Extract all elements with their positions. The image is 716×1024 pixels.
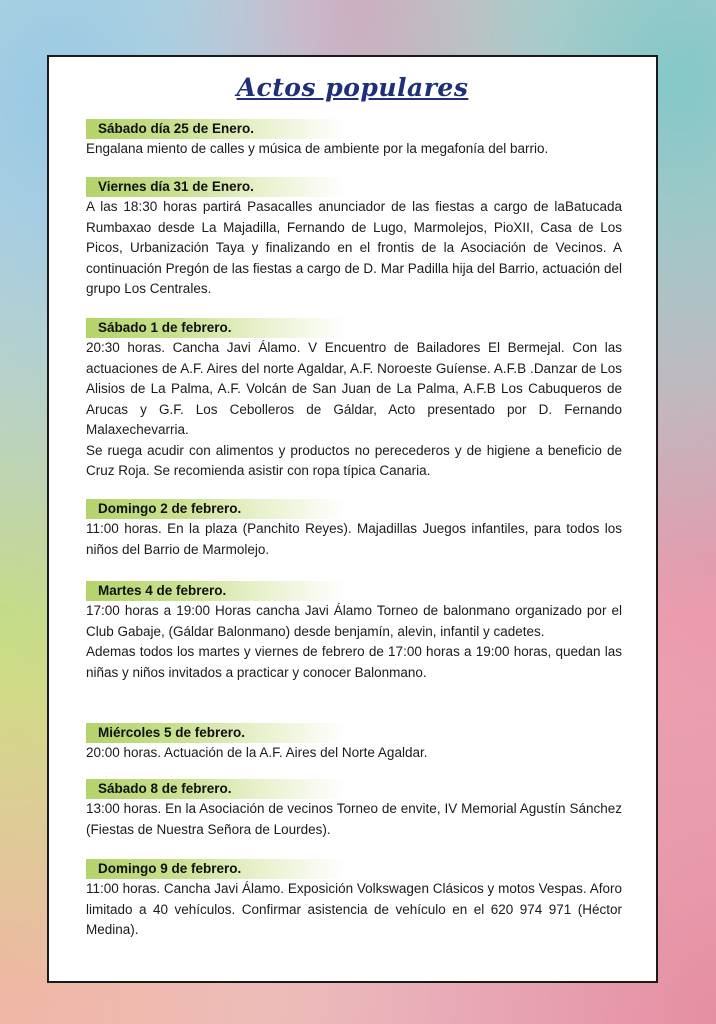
event-heading: Domingo 9 de febrero. [86,859,346,879]
event-heading: Sábado día 25 de Enero. [86,119,346,139]
event-paragraph: Engalana miento de calles y música de ambiente por la megafonía del barrio. [86,141,549,156]
event-paragraph: 11:00 horas. En la plaza (Panchito Reyes). Majadillas Juegos infantiles, para todos los niños del Barrio de Marmolejo. [86,521,622,557]
event-heading: Martes 4 de febrero. [86,581,346,601]
event-paragraph: 13:00 horas. En la Asociación de vecinos Torneo de envite, IV Memorial Agustín Sánchez (Fiestas de Nuestra Señora de Lourdes). [86,801,622,837]
event-body [86,601,622,683]
event-section-sabado-25 [86,119,622,160]
event-section-viernes-31 [86,177,622,300]
event-body [86,879,622,941]
event-body [86,139,622,160]
event-heading: Sábado 8 de febrero. [86,779,346,799]
event-heading: Viernes día 31 de Enero. [86,177,346,197]
event-paragraph: 20:30 horas. Cancha Javi Álamo. V Encuentro de Bailadores El Bermejal. Con las actuaciones de A.F. Aires del norte Agaldar, A.F. Noroeste Guíense. A.F.B .Danzar de Los Alisios de La Palma, A.F. Volcán de San Juan de La Palma, A.F.B Los Cabuqueros de Arucas y G.F. Los Cebolleros de Gáldar, Acto presentado por D. Fernando Malaxechevarria. [86,340,622,437]
event-body [86,519,622,560]
event-paragraph: 17:00 horas a 19:00 Horas cancha Javi Álamo Torneo de balonmano organizado por el Club Gabaje, (Gáldar Balonmano) desde benjamín, alevin, infantil y cadetes. [86,603,622,639]
event-paragraph: 20:00 horas. Actuación de la A.F. Aires del Norte Agaldar. [86,745,428,760]
event-heading: Miércoles 5 de febrero. [86,723,346,743]
event-section-sabado-1 [86,318,622,482]
page-title: Actos populares [236,73,469,102]
event-heading: Domingo 2 de febrero. [86,499,346,519]
event-paragraph: Ademas todos los martes y viernes de febrero de 17:00 horas a 19:00 horas, quedan las niñas y niños invitados a practicar y conocer Balonmano. [86,644,622,680]
event-body [86,197,622,300]
event-section-domingo-2 [86,499,622,560]
event-paragraph: Se ruega acudir con alimentos y productos no perecederos y de higiene a beneficio de Cruz Roja. Se recomienda asistir con ropa típica Canaria. [86,442,622,478]
event-heading: Sábado 1 de febrero. [86,318,346,338]
event-section-martes-4 [86,581,622,683]
event-paragraph: 11:00 horas. Cancha Javi Álamo. Exposición Volkswagen Clásicos y motos Vespas. Aforo limitado a 40 vehículos. Confirmar asistencia de vehículo en el 620 974 971 (Héctor Medina). [86,881,622,937]
event-body [86,799,622,840]
event-paragraph: A las 18:30 horas partirá Pasacalles anunciador de las fiestas a cargo de laBatucada Rumbaxao desde La Majadilla, Fernando de Lugo, Marmolejos, PioXII, Casa de Los Picos, Urbanización Taya y finalizando en el frontis de la Asociación de Vecinos. A continuación Pregón de las fiestas a cargo de D. Mar Padilla hija del Barrio, actuación del grupo Los Centrales. [86,199,622,296]
event-section-domingo-9 [86,859,622,941]
event-section-sabado-8 [86,779,622,840]
event-body [86,743,622,764]
event-body [86,338,622,482]
program-panel [47,55,658,983]
event-section-miercoles-5 [86,723,622,764]
